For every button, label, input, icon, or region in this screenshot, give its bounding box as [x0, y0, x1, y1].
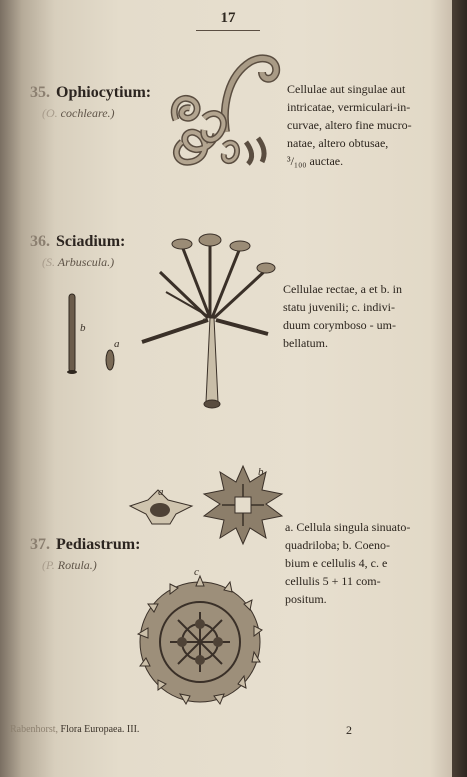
- figure-label-c: c: [194, 566, 199, 578]
- figure-label-a: a: [114, 338, 120, 350]
- description-line: Cellulae rectae, a et b. in: [283, 282, 402, 296]
- entry-number: 37.: [30, 536, 50, 553]
- figure-label-a: a: [158, 486, 164, 498]
- header-rule: [196, 30, 260, 31]
- ophiocytium-illustration: [166, 46, 286, 172]
- species-name: cochleare.): [60, 106, 115, 120]
- species-name: Arbuscula.): [57, 255, 115, 269]
- description-line: statu juvenili; c. indivi-: [283, 300, 395, 314]
- page-footer: [10, 724, 139, 735]
- figure-label-c: c: [202, 314, 207, 326]
- description-line: ³/₁₀₀ auctae.: [287, 154, 344, 168]
- page-number: 17: [220, 10, 236, 26]
- footer-title: Flora Europaea. III.: [60, 724, 140, 735]
- description-line: cellulis 5 + 11 com-: [285, 574, 381, 588]
- entry-number: 36.: [30, 233, 50, 250]
- description-line: intricatae, vermiculari-in-: [287, 100, 411, 114]
- description-line: Cellulae aut singulae aut: [287, 82, 406, 96]
- description-pediastrum: [285, 518, 410, 608]
- description-line: a. Cellula singula sinuato-: [285, 520, 411, 534]
- genus-name: Pediastrum:: [56, 536, 141, 553]
- footer-author: Rabenhorst,: [10, 724, 59, 735]
- description-line: bium e cellulis 4, c. e: [285, 556, 388, 570]
- entry-number: 35.: [30, 84, 50, 101]
- genus-heading-ophiocytium: [30, 84, 151, 102]
- species-abbr: (P.: [42, 558, 55, 572]
- sciadium-juvenile-cells-illustration: [64, 290, 124, 380]
- description-line: duum corymboso - um-: [283, 318, 396, 332]
- description-line: quadriloba; b. Coeno-: [285, 538, 390, 552]
- genus-heading-sciadium: [30, 233, 125, 251]
- sciadium-umbel-illustration: [136, 226, 280, 414]
- description-line: curvae, altero fine mucro-: [287, 118, 412, 132]
- description-line: bellatum.: [283, 336, 328, 350]
- genus-name: Sciadium:: [56, 233, 126, 250]
- species-ophiocytium: [42, 106, 115, 121]
- description-ophiocytium: [287, 80, 412, 170]
- page-edge: [452, 0, 467, 777]
- description-line: natae, altero obtusae,: [287, 136, 389, 150]
- figure-label-b: b: [258, 466, 264, 478]
- pediastrum-coenobium-16-illustration: [134, 574, 266, 710]
- species-abbr: (S.: [42, 255, 55, 269]
- species-sciadium: [42, 255, 114, 270]
- description-line: positum.: [285, 592, 327, 606]
- footer-signature: 2: [346, 723, 352, 737]
- pediastrum-coenobium-4-illustration: [202, 464, 284, 546]
- genus-name: Ophiocytium:: [56, 84, 152, 101]
- description-sciadium: [283, 280, 402, 352]
- genus-heading-pediastrum: [30, 536, 140, 554]
- figure-label-b: b: [80, 322, 86, 334]
- species-abbr: (O.: [42, 106, 58, 120]
- species-pediastrum: [42, 558, 97, 573]
- species-name: Rotula.): [57, 558, 97, 572]
